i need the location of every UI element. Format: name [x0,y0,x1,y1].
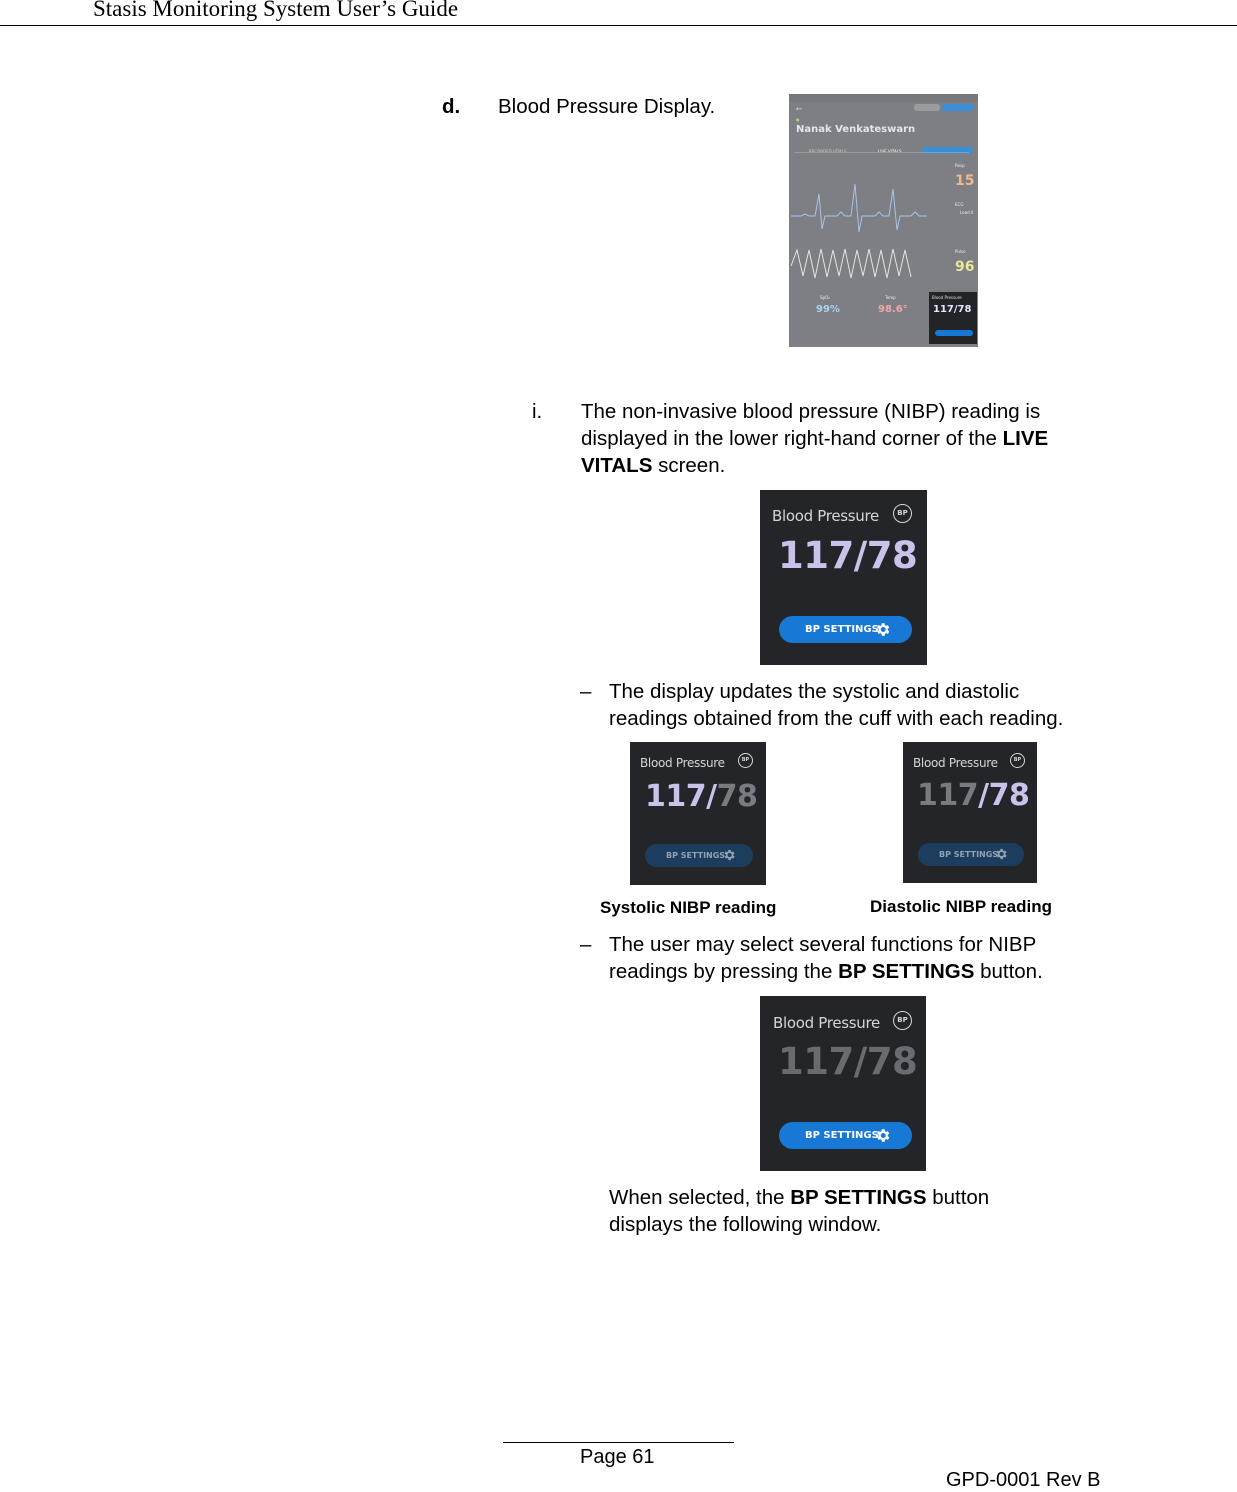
back-arrow-icon: ← [796,105,802,113]
bp-settings-term: BP SETTINGS [790,1186,927,1209]
bp-badge-icon: BP [893,504,912,523]
reading-slash: / [853,534,867,577]
item-i-line2-text: displayed in the lower right-hand corner of the [581,427,1003,450]
diastolic-value: 78 [988,778,1030,813]
bp-settings-label: BP SETTINGS [939,850,999,859]
resp-value: 15 [955,173,975,189]
item-i-line3-text: screen. [652,454,726,477]
waveforms [789,154,929,294]
dash2-line2-text: readings by pressing the [609,960,839,983]
dash1-line1: The display updates the systolic and diastolic [609,680,1020,703]
top-grey-pill [914,104,940,111]
status-bar [789,94,978,102]
bp-settings-term: BP SETTINGS [838,960,975,983]
pulse-label: Pulse [955,249,966,254]
reading-slash: / [706,779,717,814]
spo2-label: SpO₂ [820,295,830,300]
pulse-value: 96 [955,259,975,275]
ecg-waveform [791,184,927,232]
when-selected-line1 [609,1184,989,1211]
bp-settings-button[interactable] [779,1122,912,1149]
gear-icon [874,1127,891,1144]
bp-card-systolic [630,742,766,885]
screenshot-bp-card [929,292,977,344]
dash2-marker: – [580,933,592,956]
header-rule [0,25,1237,26]
systolic-value: 117 [778,1040,854,1083]
running-header: Stasis Monitoring System User’s Guide [93,0,459,21]
bp-badge-icon: BP [738,753,753,768]
gear-icon [722,848,736,862]
reading-slash: / [978,778,989,813]
bp-settings-button[interactable] [779,616,912,643]
bp-reading [778,1040,917,1083]
status-dot-icon: ● [796,117,800,122]
reading-slash: / [853,1040,867,1083]
page-number: Page 61 [580,1446,655,1468]
caption-diastolic: Diastolic NIBP reading [870,897,1053,916]
diastolic-value: 78 [866,1040,918,1083]
bp-card-label: Blood Pressure [773,1014,880,1032]
bp-settings-label: BP SETTINGS [805,624,879,635]
bp-settings-label: BP SETTINGS [666,851,726,860]
item-i-text [581,398,1048,479]
section-letter: d. [442,95,461,118]
temp-value: 98.6° [878,304,908,315]
screenshot-bp-settings-button [935,330,973,336]
vitals-term: VITALS [581,454,653,477]
dash2-line2-end: button. [974,960,1043,983]
live-term: LIVE [1002,427,1049,450]
live-vitals-screenshot [789,94,978,347]
spo2-value: 99% [816,304,840,315]
footer-rule [503,1442,734,1443]
dash1-line2: readings obtained from the cuff with each reading. [609,707,1064,730]
diastolic-value: 78 [866,534,918,577]
ecg-lead: Lead II [960,210,974,215]
caption-systolic: Systolic NIBP reading [600,898,777,917]
document-id: GPD-0001 Rev B [946,1469,1101,1491]
bp-card-label: Blood Pressure [772,507,879,525]
bp-reading [778,534,917,577]
bp-card-label: Blood Pressure [913,756,998,770]
section-title: Blood Pressure Display. [498,95,716,118]
ecg-label: ECG [955,202,964,207]
bp-card-normal [760,490,927,665]
screenshot-bp-label: Blood Pressure [932,295,962,300]
resp-label: Resp [955,163,965,168]
item-numeral: i. [532,400,543,423]
gear-icon [994,847,1008,861]
bp-card-label: Blood Pressure [640,756,725,770]
item-i-line3 [581,452,1048,479]
screenshot-bp-value: 117/78 [933,304,972,315]
tab-divider [794,152,969,153]
dash1-text [609,678,1063,732]
when-selected-line2: displays the following window. [609,1213,882,1236]
bp-reading [917,778,1029,813]
systolic-value: 117 [778,534,854,577]
dash2-line1: The user may select several functions for NIBP [609,933,1037,956]
top-blue-pill [942,104,974,111]
pleth-waveform [791,249,911,278]
bp-settings-label: BP SETTINGS [805,1130,879,1141]
temp-label: Temp [885,295,896,300]
bp-reading [645,779,757,814]
dash2-line2 [609,958,1043,985]
dash2-text [609,931,1043,985]
bp-card-button-active [760,996,926,1171]
gear-icon [874,621,891,638]
diastolic-value: 78 [716,779,758,814]
item-i-line1: The non-invasive blood pressure (NIBP) reading is [581,400,1041,423]
bp-card-diastolic [903,742,1037,883]
when-selected-line1-text: When selected, the [609,1186,791,1209]
systolic-value: 117 [917,778,979,813]
dash1-marker: – [580,680,592,703]
item-i-line2 [581,425,1048,452]
bp-settings-button[interactable] [918,843,1024,866]
bp-settings-button[interactable] [645,844,753,867]
bp-badge-icon: BP [1010,753,1025,768]
when-selected-text [609,1184,989,1238]
bp-badge-icon: BP [893,1011,912,1030]
patient-name: Nanak Venkateswarn [796,124,916,135]
when-selected-line1-end: button [926,1186,990,1209]
systolic-value: 117 [645,779,707,814]
